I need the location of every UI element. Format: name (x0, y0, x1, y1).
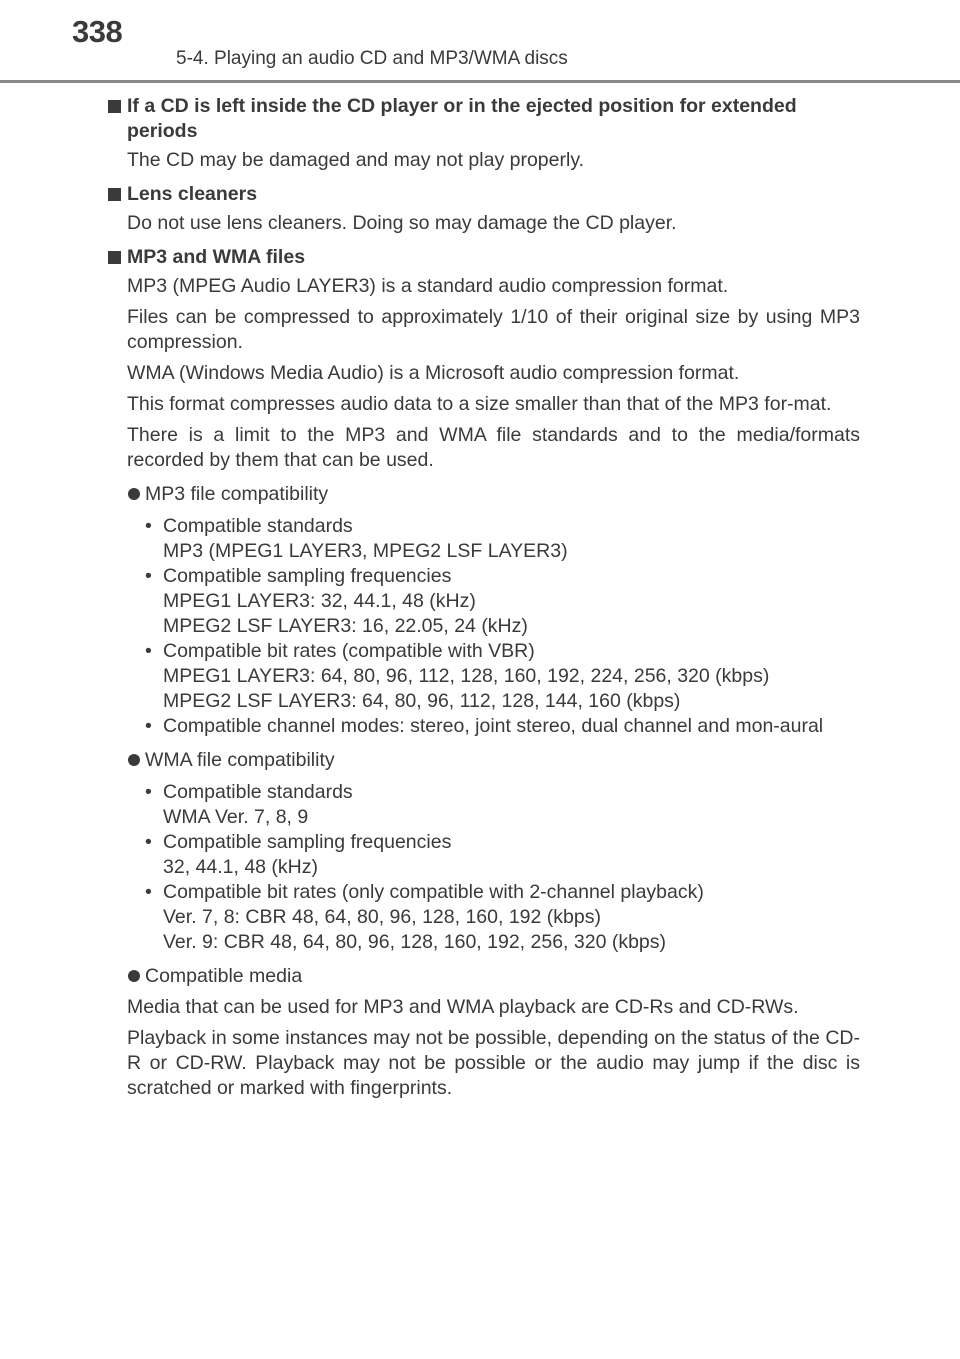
dot-bullet-icon: • (145, 715, 152, 737)
dot-bullet-icon: • (145, 831, 152, 853)
list-item: • Compatible bit rates (compatible with VBR) MPEG1 LAYER3: 64, 80, 96, 112, 128, 160, 192, 224, 256, 320 (kbps) MPEG2 LSF LAYER3: 64, 80, 96, 112, 128, 144, 160 (kbps) (145, 640, 770, 712)
wma-compatibility-heading: WMA file compatibility (108, 748, 860, 773)
square-bullet-icon (108, 100, 121, 113)
mp3-compatibility-list (108, 514, 860, 739)
list-item: • Compatible bit rates (only compatible with 2-channel playback) Ver. 7, 8: CBR 48, 64, 80, 96, 128, 160, 192 (kbps) Ver. 9: CBR 48, 64, 80, 96, 128, 160, 192, 256, 320 (kbps) (145, 881, 704, 953)
paragraph: Do not use lens cleaners. Doing so may damage the CD player. (127, 212, 677, 234)
dot-bullet-icon: • (145, 565, 152, 587)
page-header (0, 0, 960, 84)
circle-bullet-icon (128, 970, 140, 982)
heading-cd-left-inside: If a CD is left inside the CD player or in the ejected position for extended periods (108, 94, 860, 144)
dot-bullet-icon: • (145, 640, 152, 662)
dot-bullet-icon: • (145, 881, 152, 903)
list-item: • Compatible channel modes: stereo, joint stereo, dual channel and mon-aural (145, 715, 824, 737)
circle-bullet-icon (128, 488, 140, 500)
square-bullet-icon (108, 188, 121, 201)
paragraph: Files can be compressed to approximately 1/10 of their original size by using MP3 compression. (127, 306, 860, 353)
paragraph: This format compresses audio data to a size smaller than that of the MP3 for-mat. (127, 393, 832, 415)
paragraph: Playback in some instances may not be possible, depending on the status of the CD-R or CD-RW. Playback may not be possible or the audio may jump if the disc is scratched or marked with fingerprints. (127, 1027, 860, 1099)
paragraph: MP3 (MPEG Audio LAYER3) is a standard audio compression format. (127, 275, 729, 297)
dot-bullet-icon: • (145, 515, 152, 537)
dot-bullet-icon: • (145, 781, 152, 803)
section-title: 5-4. Playing an audio CD and MP3/WMA discs (176, 48, 568, 69)
heading-mp3-wma-files: MP3 and WMA files (108, 245, 860, 270)
paragraph: There is a limit to the MP3 and WMA file standards and to the media/formats recorded by them that can be used. (127, 424, 860, 471)
list-item: • Compatible standards MP3 (MPEG1 LAYER3, MPEG2 LSF LAYER3) (145, 515, 568, 562)
page-content (108, 94, 860, 1101)
paragraph: Media that can be used for MP3 and WMA playback are CD-Rs and CD-RWs. (127, 996, 799, 1018)
paragraph: WMA (Windows Media Audio) is a Microsoft audio compression format. (127, 362, 740, 384)
list-item: • Compatible sampling frequencies 32, 44.1, 48 (kHz) (145, 831, 452, 878)
heading-lens-cleaners: Lens cleaners (108, 182, 860, 207)
mp3-compatibility-heading: MP3 file compatibility (108, 482, 860, 507)
list-item: • Compatible sampling frequencies MPEG1 LAYER3: 32, 44.1, 48 (kHz) MPEG2 LSF LAYER3: 16, 22.05, 24 (kHz) (145, 565, 528, 637)
square-bullet-icon (108, 251, 121, 264)
wma-compatibility-list (108, 780, 860, 955)
paragraph: The CD may be damaged and may not play properly. (127, 149, 585, 171)
header-divider (0, 80, 960, 83)
list-item: • Compatible standards WMA Ver. 7, 8, 9 (145, 781, 353, 828)
page-number: 338 (72, 14, 123, 49)
compatible-media-heading: Compatible media (108, 964, 860, 989)
circle-bullet-icon (128, 754, 140, 766)
